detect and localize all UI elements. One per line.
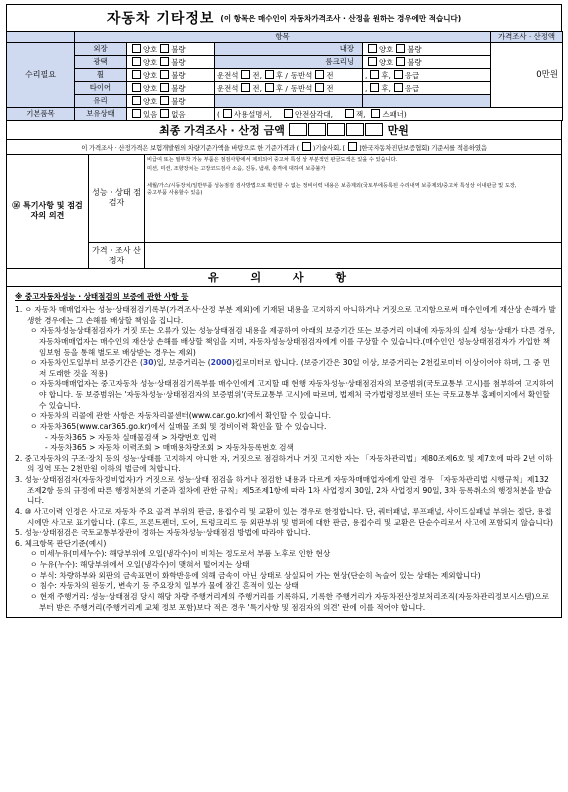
repair-table	[6, 31, 563, 121]
basic-items-label: 기본품목	[7, 108, 75, 121]
special-notes-table	[6, 155, 562, 270]
row-label-interior: 내장	[215, 43, 363, 56]
form-header	[6, 4, 562, 31]
perf-note-2: 미션, 미션, 조향장치는 고장코드검사 소음, 진동, 냄새, 충격에 대하여 보증불가	[147, 166, 326, 173]
final-price-box-4[interactable]	[346, 123, 364, 136]
final-price-note: 이 가격조사 · 산정가격은 보험개발원의 차량기준가액을 바탕으로 한 기준가격과 ( )기술사회, [ ]한국자동차진단보증협회) 기준서를 적용하였음	[7, 140, 562, 154]
room-cleaning-options: 양호 불량	[363, 56, 491, 69]
row-label-tire: 타이어	[75, 82, 127, 95]
checkbox-glass-good[interactable]	[132, 96, 141, 105]
checkbox-wheel-driver-rear[interactable]	[265, 70, 274, 79]
note-2: 2. 중고자동차의 구조·장치 등의 성능·상태를 고지하지 아니한 자, 거짓으로 점검하거나 거짓 고지한 자는 「자동차관리법」제80조제6호 및 제7호에 따라 2년 이하의 징역 또는 2천만원 이하의 벌금에 처합니다.	[15, 453, 553, 474]
checkbox-room-good[interactable]	[368, 57, 377, 66]
final-price-box-5[interactable]	[365, 123, 383, 136]
tire-positions-1: 운전석 전, 후 / 동반석 전	[215, 82, 363, 95]
inspection-form	[6, 4, 562, 618]
note-1b: ㅇ 자동차성능상태점검자가 거짓 또는 오류가 있는 성능상태점검 내용을 제공하여 아래의 보증기간 또는 보증거리 이내에 자동차의 실제 성능·상태가 다른 경우, 자동차매매업자는 매수인의 재산상 손해를 배상할 책임을 지며, 자동차성능상태점검자에게 이를 구상할 수 있습니다.(매수인인 성능상태점검자가 가입한 책임보험 등을 통해 별도로 배상받는 경우는 제외)	[30, 326, 556, 357]
notes-heading: ※ 중고자동차성능 · 상태점검의 보증에 관한 사항 등	[15, 292, 189, 301]
note-4: 4. ⑩ 사고이력 인정은 사고로 자동차 주요 골격 부위의 판금, 용접수리 및 교환이 있는 경우로 한정합니다. 단, 쿼터패널, 루프패널, 사이드실패널 부위는 절단, 용접 시에만 사고로 표기합니다. (후드, 프론트펜더, 도어, 트렁크리드 등 외판부위 및 범퍼에 대한 판금, 용접수리 및 교환은 단순수리로서 사고에 포함되지 않습니다)	[15, 506, 553, 527]
row-label-wheel: 휠	[75, 69, 127, 82]
perf-inspector-notes	[145, 155, 562, 243]
checkbox-tire-passenger-rear[interactable]	[370, 83, 379, 92]
final-price-box-1[interactable]	[289, 123, 307, 136]
price-header: 가격조사 · 산정액	[491, 32, 563, 43]
final-price-box-3[interactable]	[327, 123, 345, 136]
checkbox-room-bad[interactable]	[396, 57, 405, 66]
perf-note-4: 중고부품 사용할수 있음)	[147, 189, 203, 196]
note-6b: ㅇ 누유(누수): 해당부위에서 오일(냉각수)이 맺혀서 떨어지는 상태	[30, 560, 250, 569]
checkbox-diagnosis-association[interactable]	[348, 142, 357, 151]
checkbox-manual[interactable]	[223, 109, 232, 118]
wheel-positions-2: , 후, 응급	[363, 69, 491, 82]
row-label-gloss: 광택	[75, 56, 127, 69]
note-1d: ㅇ 자동차매매업자는 중고자동차 성능·상태점검기록부를 매수인에게 고지할 때 현행 자동차성능·상태점검자의 보증범위(국토교통부 고시)를 첨부하여 고지하여야 합니다. 동 보증범위는 '자동차성능·상태점검자의 보증범위'(국토교통부 고시)에 따르며, 법제처 국가법령정보센터 또는 국토교통부 홈페이지에서 확인할 수 있습니다.	[30, 379, 554, 410]
perf-note-3: 세월/가스/시동장치/일반부품 성능점검 검사방법으로 확인할 수 없는 정비이력 내용은 보증제외(국토부에등록된 수리내역 보증제외/중고차 특성상 이내판금 및 도장,	[147, 183, 517, 189]
item-header: 항목	[75, 32, 491, 43]
notes-title: 유 의 사 항	[6, 269, 562, 287]
checkbox-tire-passenger-front[interactable]	[315, 83, 324, 92]
row-label-exterior: 외장	[75, 43, 127, 56]
checkbox-tire-bad[interactable]	[160, 83, 169, 92]
final-price-row	[7, 121, 562, 140]
warranty-days: 30	[142, 358, 154, 368]
note-5: 5. 성능·상태점검은 국토교통부장관이 정하는 자동차성능·상태점검 방법에 따라야 합니다.	[15, 528, 311, 538]
checkbox-wheel-driver-front[interactable]	[241, 70, 250, 79]
note-6d: ㅇ 침수: 자동차의 원동기, 변속기 등 주요장치 일부가 물에 잠긴 흔적이 있는 상태	[30, 581, 299, 591]
perf-inspector-label: 성능 · 상태 점검자	[89, 155, 145, 243]
final-price-label: 최종 가격조사 · 산정 금액	[159, 123, 285, 137]
note-3: 3. 성능·상태점검자(자동차정비업자)가 거짓으로 성능·상태 점검을 하거나 점검한 내용과 다르게 자동차매매업자에게 알린 경우 「자동차관리법 시행규칙」제132조제2항 등의 규정에 따른 행정처분의 기준과 절차에 관한 규칙」제5조제1항에 따라 1차 사업정지 30일, 2차 사업정지 90일, 3차 등록취소의 행정처분을 받습니다.	[15, 475, 552, 506]
checkbox-spanner[interactable]	[371, 109, 380, 118]
note-1: 1. ㅇ 자동차 매매업자는 성능·상태점검기록부(가격조사·산정 부분 제외)에 기재된 내용을 고지하지 아니하거나 거짓으로 고지함으로써 매수인에게 재산상 손해가 발생한 경우에는 그 손해를 배상할 책임을 집니다.	[15, 305, 556, 325]
notes-section	[6, 287, 562, 618]
interior-options: 양호 불량	[363, 43, 491, 56]
wheel-options: 양호 불량	[127, 69, 215, 82]
row-label-glass: 유리	[75, 95, 127, 108]
final-price-table	[6, 121, 562, 140]
price-inspector-label: 가격 · 조사 산정자	[89, 243, 145, 269]
checkbox-basic-have[interactable]	[132, 109, 141, 118]
checkbox-wheel-passenger-front[interactable]	[315, 70, 324, 79]
price-inspector-notes[interactable]	[145, 243, 562, 269]
checkbox-wheel-passenger-rear[interactable]	[370, 70, 379, 79]
checkbox-wheel-emergency[interactable]	[394, 70, 403, 79]
note-1f-1: - 자동차365 > 자동차 실매물검색 > 차량번호 입력	[45, 432, 217, 442]
note-6c: ㅇ 부식: 차량하부와 외판의 금속표면이 화학반응에 의해 금속이 아닌 상태로 상실되어 가는 현상(단순히 녹슬어 있는 상태는 제외합니다)	[30, 570, 481, 580]
warranty-km: 2000	[210, 358, 232, 368]
note-1f: ㅇ 자동차365(www.car365.go.kr)에서 실매물 조회 및 정비이력 확인을 할 수 있습니다.	[30, 421, 327, 431]
final-price-box-2[interactable]	[308, 123, 326, 136]
basic-status-label: 보유상태	[75, 108, 127, 121]
basic-status-options: 있음 없음	[127, 108, 215, 121]
perf-note-1: 비급여 또는 필부착 가능 부품은 점검사항에서 제외되어 중고차 특성 상 부분적인 판금도색은 있을 수 있습니다.	[147, 156, 398, 163]
checkbox-jack[interactable]	[345, 109, 354, 118]
checkbox-tire-driver-rear[interactable]	[265, 83, 274, 92]
wheel-positions-1: 운전석 전, 후 / 동반석 전	[215, 69, 363, 82]
note-1f-2: - 자동차365 > 자동차 이력조회 > 매매용차량조회 > 자동차등록번호 검색	[45, 443, 294, 453]
checkbox-basic-none[interactable]	[160, 109, 169, 118]
checkbox-wheel-good[interactable]	[132, 70, 141, 79]
exterior-options: 양호 불량	[127, 43, 215, 56]
note-6: 6. 체크항목 판단기준(예시)	[15, 538, 107, 548]
basic-items-options: ( 사용설명서, 안전삼각대, 잭, 스패너)	[215, 108, 563, 121]
checkbox-exterior-bad[interactable]	[160, 44, 169, 53]
gloss-options: 양호 불량	[127, 56, 215, 69]
checkbox-interior-good[interactable]	[368, 44, 377, 53]
note-1c: ㅇ 자동차인도일부터 보증기간은 (30)일, 보증거리는 (2000)킬로미터로 합니다. (보증기간은 30일 이상, 보증거리는 2천킬로미터 이상이어야 하며, 그 중 먼저 도래한 것을 적용)	[30, 358, 551, 378]
checkbox-gloss-bad[interactable]	[160, 57, 169, 66]
tire-positions-2: , 후, 응급	[363, 82, 491, 95]
checkbox-tech-society[interactable]	[302, 142, 311, 151]
checkbox-tire-good[interactable]	[132, 83, 141, 92]
repair-needed-label: 수리필요	[7, 43, 75, 108]
form-title: 자동차 기타정보	[106, 11, 215, 27]
note-1e: ㅇ 자동차의 리콜에 관한 사항은 자동차리콜센터(www.car.go.kr)에서 확인할 수 있습니다.	[30, 411, 331, 421]
checkbox-tire-driver-front[interactable]	[241, 83, 250, 92]
checkbox-triangle[interactable]	[284, 109, 293, 118]
row-label-room-cleaning: 룸크리닝	[215, 56, 363, 69]
tire-options: 양호 불량	[127, 82, 215, 95]
checkbox-glass-bad[interactable]	[160, 96, 169, 105]
glass-options: 양호 불량	[127, 95, 215, 108]
note-6a: ㅇ 미세누유(미세누수): 해당부위에 오일(냉각수)이 비치는 정도로서 부품 노후로 인한 현상	[30, 549, 331, 559]
checkbox-exterior-good[interactable]	[132, 44, 141, 53]
checkbox-wheel-bad[interactable]	[160, 70, 169, 79]
final-price-unit: 만원	[387, 123, 409, 137]
special-notes-label: ⑯ 특기사항 및 점검자의 의견	[7, 155, 89, 269]
price-value: 0만원	[491, 43, 563, 108]
checkbox-gloss-good[interactable]	[132, 57, 141, 66]
form-subtitle: (이 항목은 매수인이 자동차가격조사 · 산정을 원하는 경우에만 적습니다)	[220, 13, 462, 23]
checkbox-interior-bad[interactable]	[396, 44, 405, 53]
checkbox-tire-emergency[interactable]	[394, 83, 403, 92]
note-6e: ㅇ 현재 주행거리: 성능·상태점검 당시 해당 차량 주행거리계의 주행거리를 기록하되, 기록한 주행거리가 자동차전산정보처리조직(자동차관리정보시스템)으로부터 받은 주행거리(주행거리계 교체 정보 포함)보다 적은 경우 '특기사항 및 점검자의 의견' 란에 이를 적어야 합니다.	[30, 591, 550, 612]
final-note-table	[6, 140, 562, 155]
